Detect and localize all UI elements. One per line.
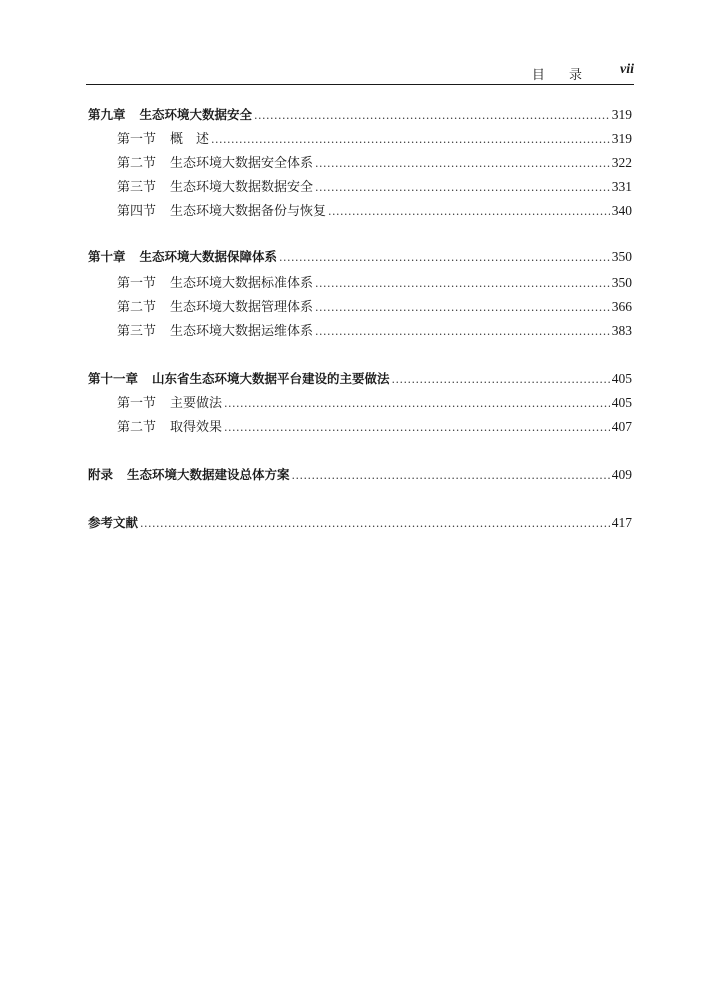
toc-leader xyxy=(315,273,610,295)
toc-leader xyxy=(292,465,610,487)
toc-entry-page: 340 xyxy=(611,203,632,218)
header-page-number: vii xyxy=(620,62,634,77)
toc-entry-page: 405 xyxy=(611,371,632,386)
toc-entry-number: 第十一章 xyxy=(88,371,139,386)
toc-entry-page: 383 xyxy=(611,323,632,338)
page-header xyxy=(86,62,634,85)
toc-entry[interactable] xyxy=(117,416,632,438)
toc-leader xyxy=(315,297,610,319)
toc-entry-title: 生态环境大数据管理体系 xyxy=(170,300,314,315)
toc-entry-number: 第二节 xyxy=(117,420,157,435)
toc-entry-number: 参考文献 xyxy=(88,515,139,530)
toc-entry-title: 生态环境大数据备份与恢复 xyxy=(170,204,327,219)
toc-leader xyxy=(392,369,610,391)
toc-entry-number: 第三节 xyxy=(117,324,157,339)
toc-entry-title: 生态环境大数据运维体系 xyxy=(170,324,314,339)
toc-leader xyxy=(224,393,610,415)
toc-entry-title: 生态环境大数据建设总体方案 xyxy=(127,467,290,482)
toc-entry-title: 生态环境大数据保障体系 xyxy=(139,249,278,264)
toc-entry-title: 取得效果 xyxy=(170,420,223,435)
toc-entry-page: 331 xyxy=(611,179,632,194)
toc-leader xyxy=(328,201,610,223)
toc-entry-number: 第十章 xyxy=(88,249,126,264)
toc-entry-page: 350 xyxy=(611,275,632,290)
toc-leader xyxy=(140,513,610,535)
toc-entry-title: 山东省生态环境大数据平台建设的主要做法 xyxy=(152,371,390,386)
toc-entry[interactable] xyxy=(117,128,632,150)
toc-leader xyxy=(279,247,610,269)
toc-entry-number: 第一节 xyxy=(117,276,157,291)
toc-entry-page: 366 xyxy=(611,299,632,314)
toc-entry-number: 第四节 xyxy=(117,204,157,219)
toc-entry-number: 第二节 xyxy=(117,300,157,315)
toc-entry-title: 生态环境大数据标准体系 xyxy=(170,276,314,291)
toc-entry-title: 生态环境大数据数据安全 xyxy=(170,180,314,195)
toc-entry-title: 主要做法 xyxy=(170,396,223,411)
toc-entry-title: 概 述 xyxy=(170,132,210,147)
toc-entry[interactable] xyxy=(117,176,632,198)
toc-leader xyxy=(315,321,610,343)
toc-entry[interactable] xyxy=(117,296,632,318)
toc-leader xyxy=(315,153,610,175)
toc-entry-number: 第三节 xyxy=(117,180,157,195)
toc-leader xyxy=(254,105,610,127)
toc-entry-number: 第一节 xyxy=(117,396,157,411)
toc-entry[interactable] xyxy=(117,152,632,174)
toc-entry[interactable] xyxy=(117,320,632,342)
toc-entry-page: 409 xyxy=(611,467,632,482)
toc-leader xyxy=(315,177,610,199)
toc-entry-page: 350 xyxy=(611,249,632,264)
toc-entry-number: 第九章 xyxy=(88,107,126,122)
toc-entry-page: 322 xyxy=(611,155,632,170)
toc-entry-title: 生态环境大数据安全体系 xyxy=(170,156,314,171)
toc-entry[interactable] xyxy=(88,246,632,268)
toc-entry[interactable] xyxy=(88,512,632,534)
toc-entry-number: 第一节 xyxy=(117,132,157,147)
header-title: 目 录 xyxy=(531,68,592,83)
toc-entry-page: 407 xyxy=(611,419,632,434)
toc-entry-title: 生态环境大数据安全 xyxy=(139,107,253,122)
toc-leader xyxy=(211,129,610,151)
toc-leader xyxy=(224,417,610,439)
toc-entry[interactable] xyxy=(117,392,632,414)
toc-entry-number: 附录 xyxy=(88,467,114,482)
toc-entry-page: 319 xyxy=(611,131,632,146)
toc-entry[interactable] xyxy=(117,272,632,294)
toc-entry[interactable] xyxy=(88,368,632,390)
toc-entry[interactable] xyxy=(88,104,632,126)
toc-entry[interactable] xyxy=(117,200,632,222)
toc-entry[interactable] xyxy=(88,464,632,486)
toc-entry-number: 第二节 xyxy=(117,156,157,171)
toc-entry-page: 417 xyxy=(611,515,632,530)
toc-entry-page: 319 xyxy=(611,107,632,122)
toc-entry-page: 405 xyxy=(611,395,632,410)
